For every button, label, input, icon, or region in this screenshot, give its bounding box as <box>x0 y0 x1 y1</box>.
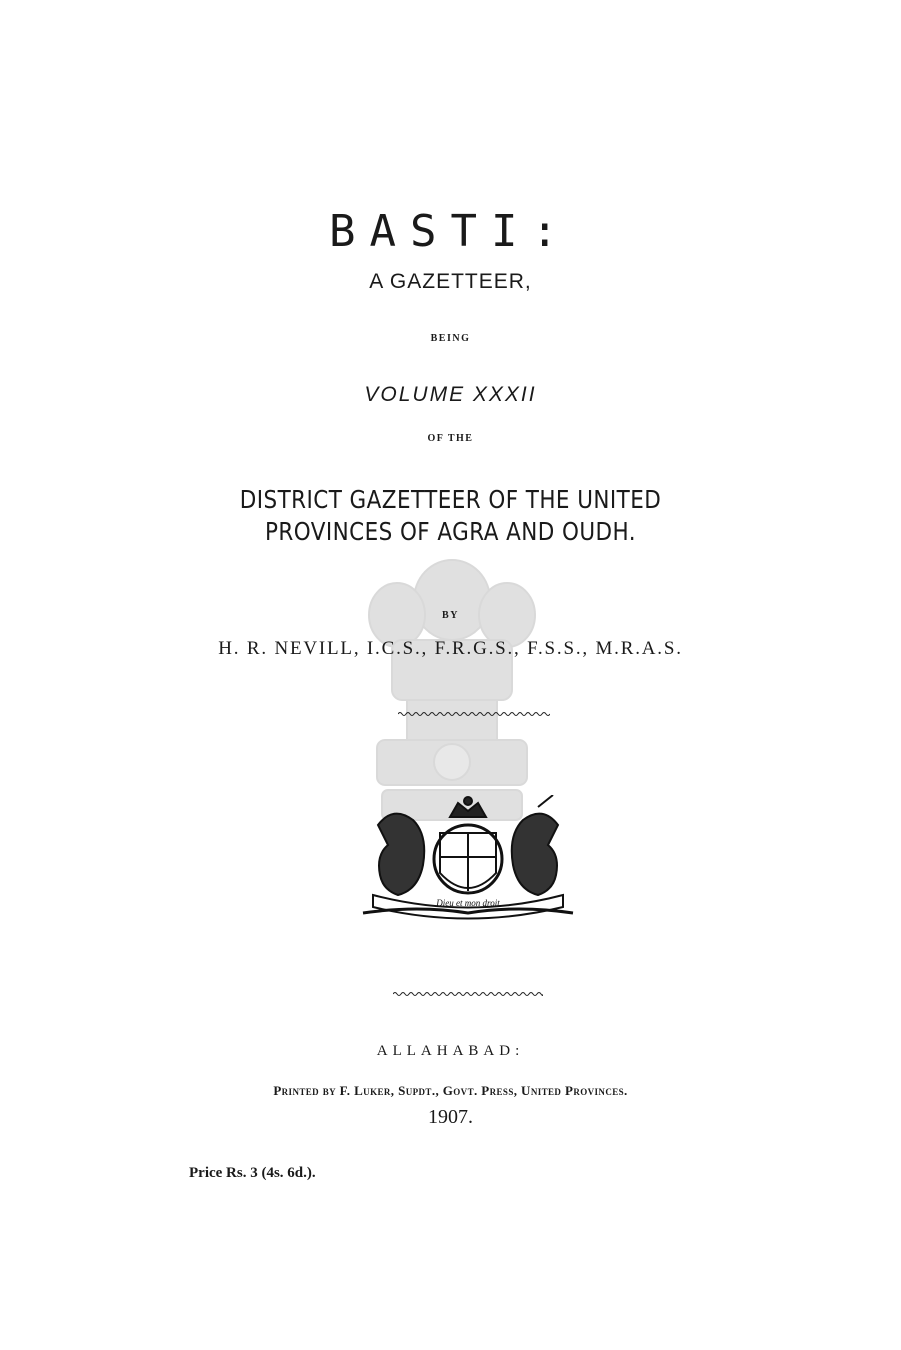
being-label: BEING <box>430 333 471 344</box>
of-the-label: OF THE <box>427 433 474 444</box>
series-title-line-2: PROVINCES OF AGRA AND OUDH. <box>264 517 637 546</box>
royal-coat-of-arms-icon <box>358 795 578 920</box>
subtitle: A GAZETTEER, <box>369 270 532 293</box>
page-title: BASTI: <box>329 206 572 257</box>
volume-label: VOLUME XXXII <box>364 383 537 406</box>
publication-year: 1907. <box>428 1106 473 1128</box>
series-title-line-1: DISTRICT GAZETTEER OF THE UNITED <box>239 485 662 514</box>
author-line: H. R. NEVILL, I.C.S., F.R.G.S., F.S.S., M.R.A.S. <box>218 638 683 659</box>
series-title <box>63 484 838 548</box>
price-line: Price Rs. 3 (4s. 6d.). <box>189 1165 316 1181</box>
publication-city: ALLAHABAD: <box>376 1043 525 1059</box>
by-label: BY <box>442 610 459 621</box>
wavy-divider <box>398 710 550 718</box>
printer-line: Printed by F. Luker, Supdt., Govt. Press, United Provinces. <box>273 1083 628 1098</box>
wavy-divider <box>393 990 543 998</box>
arms-motto: Dieu et mon droit <box>436 898 500 908</box>
